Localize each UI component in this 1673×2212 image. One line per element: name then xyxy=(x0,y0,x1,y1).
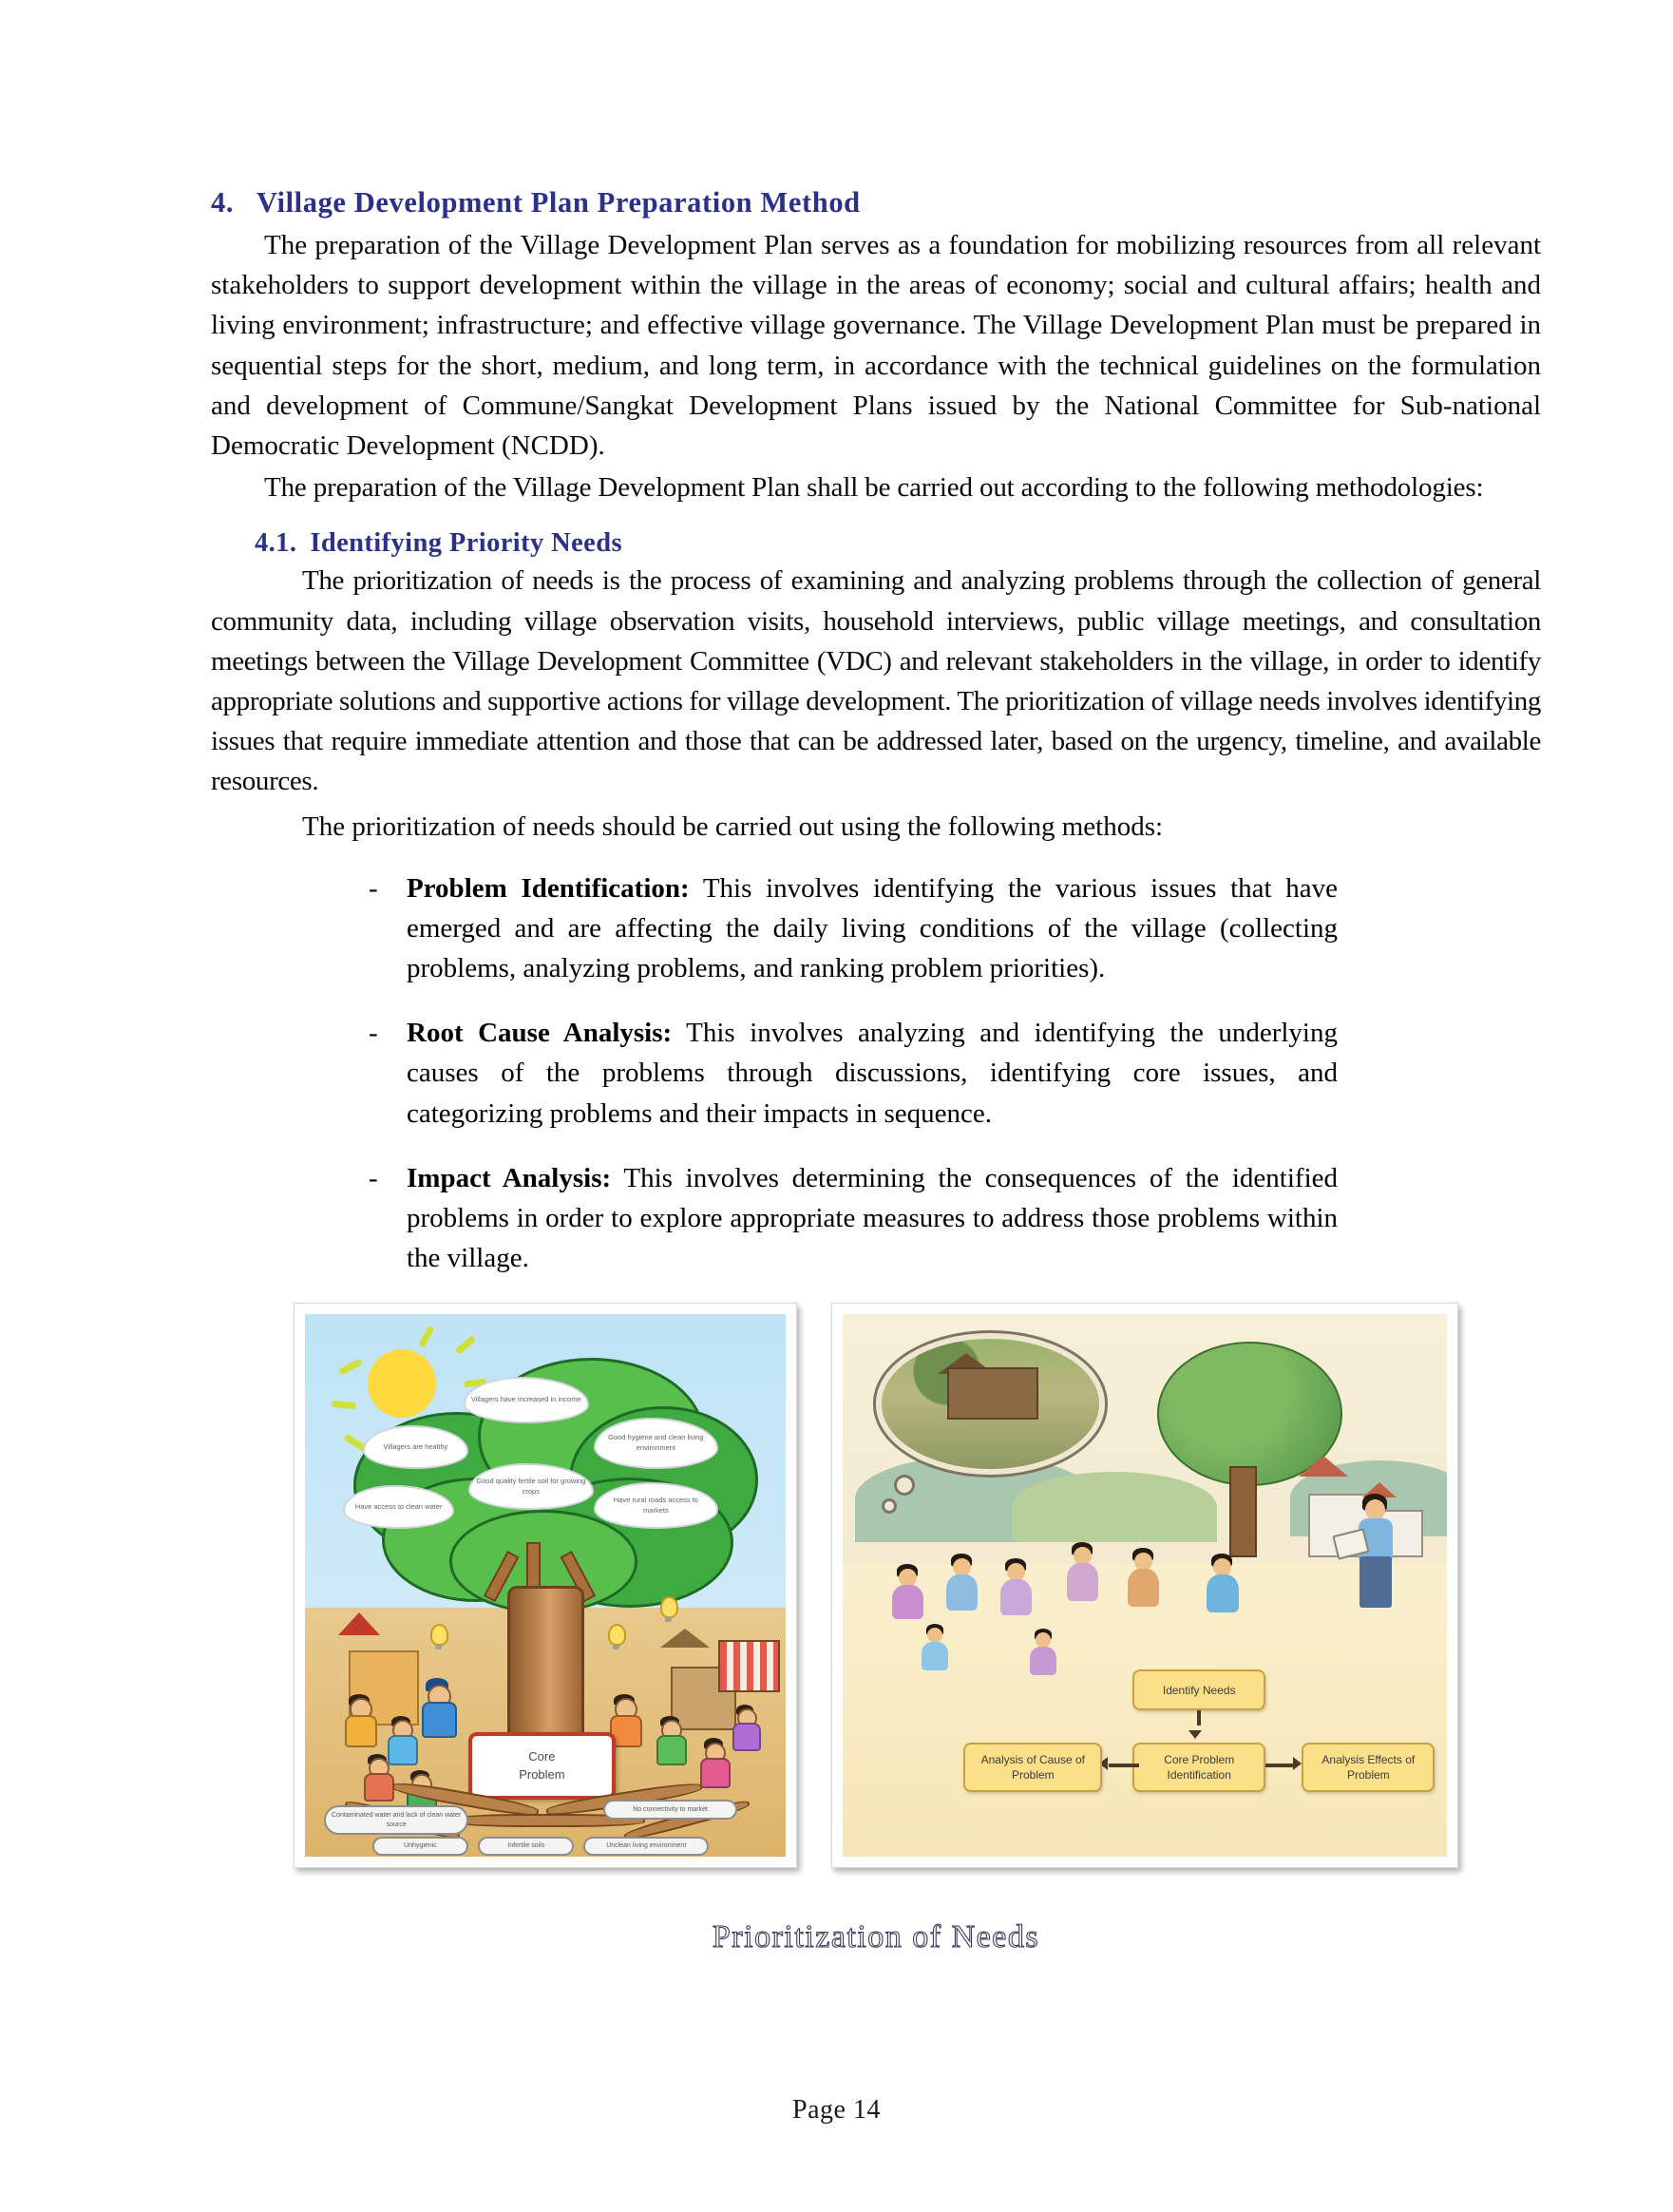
torso xyxy=(946,1574,978,1611)
subsection-paragraph-2: The prioritization of needs should be carried out using the following methods: xyxy=(302,811,1164,843)
thought-bubble-dot xyxy=(894,1475,915,1496)
head xyxy=(1134,1553,1152,1571)
root-label: Contaminated water and lack of clean water source xyxy=(324,1805,468,1835)
flow-box-core-problem-label: Core Problem Identification xyxy=(1164,1752,1235,1783)
arrow-right-head xyxy=(1293,1757,1302,1770)
methods-list xyxy=(369,868,1338,1279)
list-item xyxy=(369,1013,1338,1134)
torso xyxy=(1067,1563,1098,1601)
hut-roof xyxy=(660,1629,710,1648)
bullet-content xyxy=(407,868,1338,989)
cloud-label: Villagers have increased in income xyxy=(464,1377,589,1423)
torso xyxy=(732,1723,761,1751)
arrow-right-shaft xyxy=(1265,1764,1296,1767)
bullet-label: Root Cause Analysis: xyxy=(407,1018,673,1049)
house-roof xyxy=(1299,1456,1348,1477)
page-footer: Page 14 xyxy=(792,2095,881,2125)
flow-box-core-problem xyxy=(1132,1743,1265,1791)
torso xyxy=(1207,1574,1239,1612)
root-label: Infertile soils xyxy=(478,1837,574,1857)
flow-box-cause-analysis: Analysis of Cause of Problem xyxy=(963,1743,1102,1791)
bullet-text: This involves identifying the various issues that have emerged and are affecting the daily living conditions of the village (collecting problems, analyzing problems, and ranking problem priorities). xyxy=(407,872,1338,983)
torso xyxy=(388,1735,418,1765)
arrow-down-shaft xyxy=(1197,1710,1201,1726)
root-label: Unclean living environment xyxy=(583,1837,709,1857)
core-problem-line-2: Problem xyxy=(519,1767,565,1783)
torso xyxy=(656,1735,687,1765)
hill xyxy=(1012,1472,1217,1542)
bullet-marker: - xyxy=(369,872,378,904)
subsection-heading-4-1 xyxy=(255,528,1541,559)
problem-tree-canvas xyxy=(305,1314,786,1857)
cloud-label: Villagers are healthy xyxy=(363,1425,468,1469)
village-meeting-canvas xyxy=(843,1314,1447,1857)
bullet-text: This involves determining the consequences of the identified problems in order to explore appropriate measures to address those problems within the village. xyxy=(407,1162,1338,1274)
root-label: No connectivity to market xyxy=(603,1800,738,1820)
sun-icon xyxy=(368,1349,436,1418)
temple-roof xyxy=(338,1612,380,1635)
cloud-label: Have rural roads access to markets xyxy=(594,1482,719,1529)
head xyxy=(927,1628,942,1643)
section-heading-4 xyxy=(211,186,1541,219)
subsection-title: Identifying Priority Needs xyxy=(310,528,622,559)
bullet-marker: - xyxy=(369,1018,378,1049)
figure-row xyxy=(211,1303,1541,1868)
thought-bubble xyxy=(873,1330,1109,1477)
page-content xyxy=(211,186,1541,1955)
torso xyxy=(345,1715,377,1747)
list-item xyxy=(369,1158,1338,1279)
bullet-content xyxy=(407,1158,1338,1279)
torso xyxy=(1000,1579,1032,1615)
section-paragraph-1: The preparation of the Village Development Plan serves as a foundation for mobilizing resources from all relevant stakeholders to support development within the village in the areas of economy; social and cultural affairs; health and living environment; infrastructure; and effective village governance. The Village Development Plan must be prepared in sequential steps for the short, medium, and long term, in accordance with the technical guidelines on the formulation and development of Commune/Sangkat Development Plans issued by the National Committee for Sub-national Democratic Development (NCDD). xyxy=(211,230,1541,461)
cloud-label: Good quality fertile soil for growing crops xyxy=(468,1463,594,1510)
head xyxy=(1365,1499,1385,1520)
section-number: 4. xyxy=(211,186,235,219)
root-label: Unhygienic xyxy=(372,1837,468,1857)
cloud-label: Have access to clean water xyxy=(343,1485,453,1529)
figure-problem-tree xyxy=(294,1303,797,1868)
bullet-content xyxy=(407,1013,1338,1134)
torso xyxy=(700,1758,731,1788)
skirt xyxy=(1359,1556,1392,1608)
market-stall xyxy=(718,1640,780,1692)
core-problem-line-1: Core xyxy=(528,1748,556,1764)
bullet-label: Problem Identification: xyxy=(407,872,690,904)
figure-village-meeting xyxy=(831,1303,1458,1868)
torso xyxy=(364,1773,394,1802)
torso xyxy=(1030,1647,1056,1675)
figure-caption: Prioritization of Needs xyxy=(712,1919,1040,1955)
arrow-down-head xyxy=(1188,1730,1202,1739)
lightbulb-icon xyxy=(430,1624,448,1646)
bullet-label: Impact Analysis: xyxy=(407,1162,612,1193)
subsection-number: 4.1. xyxy=(255,528,297,559)
arrow-left-shaft xyxy=(1109,1764,1139,1767)
lightbulb-icon xyxy=(660,1596,678,1618)
torso xyxy=(922,1642,948,1670)
bullet-text: This involves analyzing and identifying the underlying causes of the problems through discussions, identifying core issues, and categorizing problems and their impacts in sequence. xyxy=(407,1018,1338,1129)
head xyxy=(953,1558,971,1576)
lightbulb-icon xyxy=(608,1624,626,1646)
head xyxy=(1213,1558,1231,1576)
section-paragraph-2: The preparation of the Village Development Plan shall be carried out according to the following methodologies: xyxy=(264,472,1484,504)
torso xyxy=(422,1702,457,1738)
bullet-marker: - xyxy=(369,1162,378,1193)
flow-box-identify-needs: Identify Needs xyxy=(1132,1669,1265,1710)
flow-box-effects-analysis: Analysis Effects of Problem xyxy=(1302,1743,1435,1791)
cloud-label: Good hygiene and clean living environment xyxy=(594,1418,719,1469)
core-problem-box xyxy=(468,1732,616,1800)
tree-branch xyxy=(526,1542,541,1588)
tree-trunk xyxy=(1229,1466,1257,1556)
thought-bubble-house xyxy=(947,1367,1038,1419)
torso xyxy=(1128,1569,1159,1607)
torso xyxy=(892,1585,923,1619)
subsection-paragraph-1: The prioritization of needs is the process of examining and analyzing problems through the collection of general community data, including village observation visits, household interviews, public village meetings, and consultation meetings between the Village Development Committee (VDC) and relevant stakeholders in the village, in order to identify appropriate solutions and supportive actions for village development. The prioritization of village needs involves identifying issues that require immediate attention and those that can be addressed later, based on the urgency, timeline, and available resources. xyxy=(211,565,1541,797)
section-title: Village Development Plan Preparation Method xyxy=(257,186,861,219)
list-item xyxy=(369,868,1338,989)
